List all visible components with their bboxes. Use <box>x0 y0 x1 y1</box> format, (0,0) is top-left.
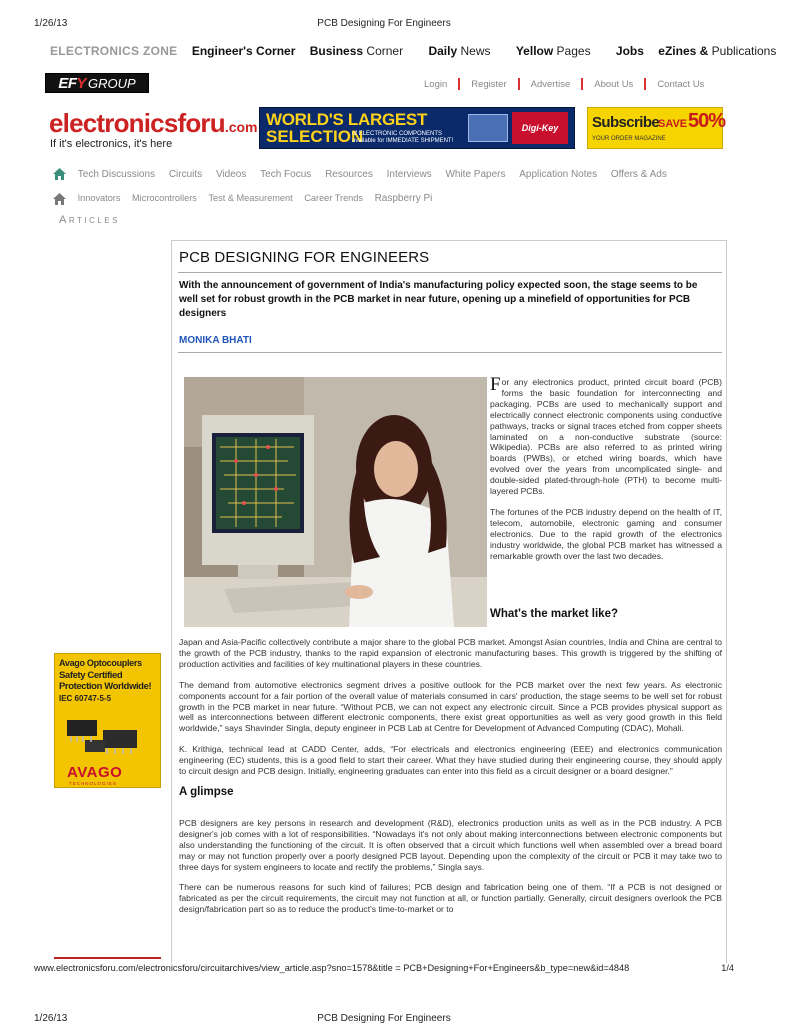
drop-cap: F <box>490 374 501 395</box>
article-intro-column <box>490 374 722 572</box>
nav-innovators[interactable]: Innovators <box>77 193 121 204</box>
paragraph-japan: Japan and Asia-Pacific collectively contribute a major share to the global PCB market. Amongst Asian countries, India and China are central to the growth of the PCB industry, thanks to the rapid expansion of electronic manufacturing bases. This growth is triggered by the shifting of production activities and facilities of key multinational players in these countries. <box>179 637 722 669</box>
nav-business-corner[interactable]: Business Corner <box>309 44 404 58</box>
nav-daily-news[interactable]: Daily News <box>428 44 491 58</box>
category-nav-primary <box>52 167 678 181</box>
article-container <box>171 240 727 967</box>
nav-microcontrollers[interactable]: Microcontrollers <box>132 193 197 204</box>
advertise-link[interactable]: Advertise <box>530 78 571 90</box>
nav-raspberry-pi[interactable]: Raspberry Pi <box>374 193 433 205</box>
article-lede: With the announcement of government of India's manufacturing policy expected soon, the stage seems to be well set for robust growth in the PCB market in near future, opening up a minefield of opportunities for PCB designers <box>179 280 698 319</box>
category-nav-secondary <box>52 192 441 206</box>
component-image <box>468 114 508 142</box>
heading-market: What's the market like? <box>490 608 618 620</box>
paragraph-krithiga: K. Krithiga, technical lead at CADD Center, adds, “For electricals and electronics engineering (EEE) and electronics communication engineering (EC) students, this is a good field to start their career. What they have studied during their engineering course, they should apply to circuit design and PCB design. Initially, engineering graduates can enter into this field as a circuit designer or a board designer.” <box>179 744 722 777</box>
digikey-banner-ad[interactable]: WORLD'S LARGEST SELECTION of ELECTRONIC COMPONENTS available for IMMEDIATE SHIPMENT! Digi-Key <box>259 107 575 149</box>
home-icon[interactable] <box>52 167 67 181</box>
sidebar-divider <box>54 957 161 959</box>
optocoupler-chips-image <box>63 710 155 756</box>
nav-ezines[interactable]: eZines & Publications <box>658 44 777 58</box>
article-body <box>179 637 722 925</box>
divider <box>178 272 722 273</box>
heading-glimpse: A glimpse <box>179 785 234 798</box>
login-link[interactable]: Login <box>424 78 448 90</box>
top-nav <box>50 44 777 58</box>
contact-us-link[interactable]: Contact Us <box>657 78 705 90</box>
page-number: 1/4 <box>721 963 734 973</box>
nav-resources[interactable]: Resources <box>325 168 373 180</box>
nav-jobs[interactable]: Jobs <box>615 44 644 58</box>
nav-tech-focus[interactable]: Tech Focus <box>260 168 312 180</box>
intro-paragraph: For any electronics product, printed circuit board (PCB) forms the basic foundation for interconnecting and packaging. PCBs are used to mechanically support and electrically connect electronic components using conductive pathways, tracks or signal traces etched from copper sheets laminated on a non-conductive substrate (source: Wikipedia). PCBs are also referred to as printed wiring boards (PWBs), or etched wiring boards, which have evolved over the years from uncomplicated single- and double-sided plated-through-hole (PTH) to become multi-layered PCBs. <box>490 374 722 497</box>
photo-illustration <box>184 377 487 627</box>
nav-electronics-zone[interactable]: ELECTRONICS ZONE <box>50 44 178 58</box>
nav-videos[interactable]: Videos <box>215 168 247 180</box>
nav-offers-ads[interactable]: Offers & Ads <box>610 168 667 180</box>
print-footer <box>34 963 734 976</box>
fortunes-paragraph: The fortunes of the PCB industry depend on the health of IT, telecom, automobile, electronic gaming and consumer electronics. Due to the rapid growth of the electronics industry worldwide, the global PCB market has witnessed a remarkable growth over the last two decades. <box>490 506 722 561</box>
register-link[interactable]: Register <box>471 78 507 90</box>
print-date: 1/26/13 <box>34 18 68 29</box>
site-tagline: If it's electronics, it's here <box>50 138 173 150</box>
subscribe-banner-ad[interactable]: Subscribe SAVE 50% YOUR ORDER MAGAZINE <box>587 107 723 149</box>
page-url: www.electronicsforu.com/electronicsforu/circuitarchives/view_article.asp?sno=1578&title = PCB+Designing+For+Engineers&b_type=new&id=4848 <box>34 963 630 973</box>
nav-tech-discussions[interactable]: Tech Discussions <box>77 168 156 180</box>
nav-engineers-corner[interactable]: Engineer's Corner <box>191 44 296 58</box>
nav-career-trends[interactable]: Career Trends <box>304 193 363 204</box>
print-date: 1/26/13 <box>34 1013 68 1024</box>
avago-sidebar-ad[interactable]: Avago Optocouplers Safety Certified Protection Worldwide! IEC 60747-5-5 AVAGO TECHNOLOGIES <box>54 653 161 788</box>
nav-circuits[interactable]: Circuits <box>168 168 203 180</box>
print-header <box>0 18 768 32</box>
article-photo-engineer-at-computer <box>184 377 487 627</box>
about-us-link[interactable]: About Us <box>594 78 634 90</box>
print-title: PCB Designing For Engineers <box>317 18 451 29</box>
efy-group-logo[interactable]: EFY GROUP <box>45 73 149 93</box>
nav-test-measurement[interactable]: Test & Measurement <box>208 193 293 204</box>
article-title: PCB DESIGNING FOR ENGINEERS <box>179 249 430 266</box>
nav-white-papers[interactable]: White Papers <box>445 168 506 180</box>
paragraph-designers: PCB designers are key persons in research and development (R&D), electronics production units as well as in the PCB industry. A PCB designer's job comes with a lot of responsibilities. “Nowadays it's not only about making interconnections between electronic components but also understanding the functioning of the circuit. It is often observed that a circuit which functions well when assembled over a bread board may or may not function properly over a poorly designed PCB layout. Depending upon the complexity of the circuit or PCB it may take two to three days for system engineers to locate and rectify the problems,” Singla says. <box>179 817 722 872</box>
nav-interviews[interactable]: Interviews <box>386 168 432 180</box>
utility-links <box>424 78 704 90</box>
nav-application-notes[interactable]: Application Notes <box>519 168 598 180</box>
paragraph-failures: There can be numerous reasons for such kind of failures; PCB design and fabrication being one of them. “If a PCB is not designed or fabricated as per the circuit requirements, the circuit may not function at all, or function partially. Generally, circuit designers overlook the PCB design/fabrication part so as to reduce the product's time-to-market or to <box>179 882 722 915</box>
nav-yellow-pages[interactable]: Yellow Pages <box>515 44 591 58</box>
site-logo[interactable]: electronicsforu.com If it's electronics, it's here <box>49 108 258 150</box>
next-page-header <box>0 1013 768 1024</box>
home-outline-icon[interactable] <box>52 192 67 206</box>
paragraph-automotive: The demand from automotive electronics segment drives a positive outlook for the PCB market over the next few years. As electronic components account for a fair portion of the overall value of materials consumed in cars' production, the stage seems to be well set for robust growth in the PCB market in near future. “Without PCB, we can not expect any electronic circuit. Since a PCB provides physical support as well as interconnections between different electronic components, there exist great opportunities as well as very good growth in this field worldwide,” says Shavinder Singla, deputy engineer in PCB Lab at Centre for Development of Advanced Computing (CDAC), Mohali. <box>179 679 722 734</box>
section-label-articles: Articles <box>59 214 120 226</box>
divider <box>178 352 722 353</box>
article-author[interactable]: MONIKA BHATI <box>179 335 252 346</box>
print-title: PCB Designing For Engineers <box>317 1013 451 1024</box>
